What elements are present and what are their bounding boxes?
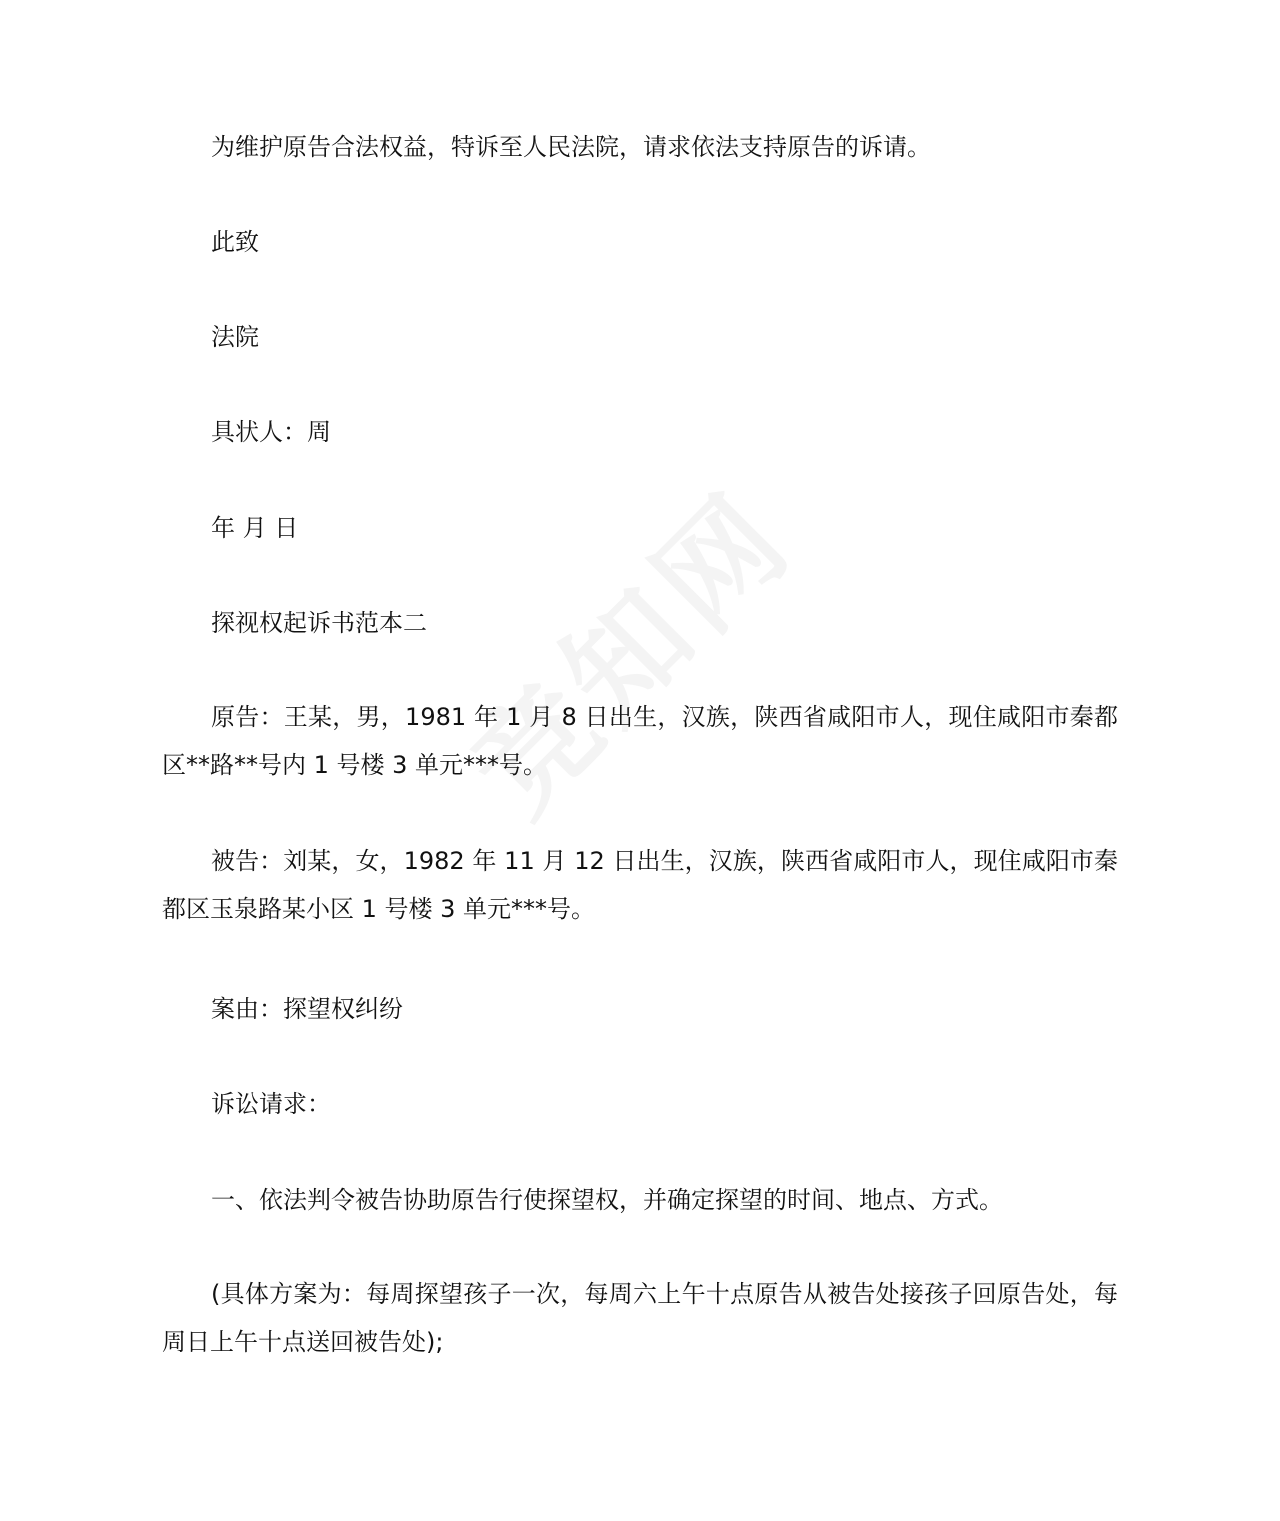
paragraph-signatory: 具状人：周 xyxy=(211,418,331,446)
paragraph-claim-one-detail: (具体方案为：每周探望孩子一次，每周六上午十点原告从被告处接孩子回原告处，每周日上午十点送回被告处); xyxy=(162,1280,1118,1356)
paragraph-section-title: 探视权起诉书范本二 xyxy=(211,609,427,637)
paragraph-claims-heading: 诉讼请求： xyxy=(211,1090,331,1118)
paragraph-closing-request: 为维护原告合法权益，特诉至人民法院，请求依法支持原告的诉请。 xyxy=(211,133,931,161)
paragraph-plaintiff: 原告：王某，男，1981 年 1 月 8 日出生，汉族，陕西省咸阳市人，现住咸阳市秦都区**路**号内 1 号楼 3 单元***号。 xyxy=(162,703,1118,779)
paragraph-court: 法院 xyxy=(211,323,259,351)
paragraph-salutation: 此致 xyxy=(211,228,259,256)
paragraph-date: 年 月 日 xyxy=(211,514,299,542)
paragraph-defendant: 被告：刘某，女，1982 年 11 月 12 日出生，汉族，陕西省咸阳市人，现住咸阳市秦都区玉泉路某小区 1 号楼 3 单元***号。 xyxy=(162,847,1118,923)
paragraph-cause: 案由：探望权纠纷 xyxy=(211,995,403,1023)
paragraph-claim-one: 一、依法判令被告协助原告行使探望权，并确定探望的时间、地点、方式。 xyxy=(211,1186,1003,1214)
